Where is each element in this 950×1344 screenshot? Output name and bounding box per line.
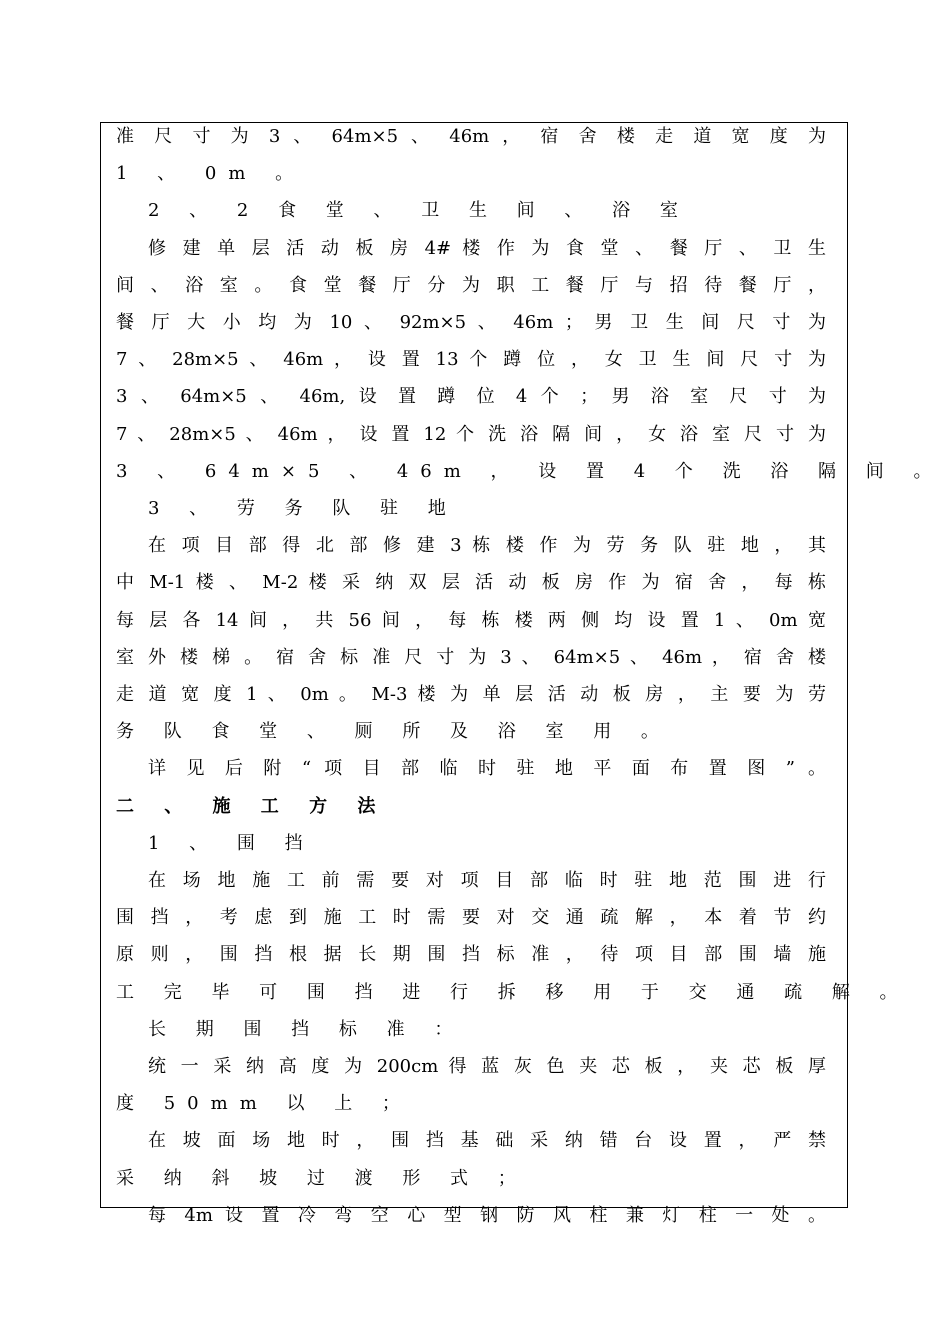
text-line: 3 、 64m×5 、 46m, 设 置 蹲 位 4 个 ； 男 浴 室 尺 寸 为	[116, 386, 826, 408]
text-line: 1 、 0m 。	[116, 163, 306, 185]
text-line: 中 M-1 楼 、 M-2 楼 采 纳 双 层 活 动 板 房 作 为 宿 舍 ， 每 栋	[116, 572, 826, 594]
text-line: 室 外 楼 梯 。 宿 舍 标 准 尺 寸 为 3 、 64m×5 、 46m ， 宿 舍 楼	[116, 646, 826, 668]
text-line: 修 建 单 层 活 动 板 房 4# 楼 作 为 食 堂 、 餐 厅 、 卫 生	[148, 237, 826, 259]
text-line: 度 50mm 以 上 ；	[116, 1093, 412, 1115]
text-line: 准 尺 寸 为 3 、 64m×5 、 46m ， 宿 舍 楼 走 道 宽 度 为	[116, 126, 826, 147]
text-line: 务 队 食 堂 、 厕 所 及 浴 室 用 。	[116, 721, 671, 743]
text-line: 每 4m 设 置 冷 弯 空 心 型 钢 防 风 柱 兼 灯 柱 一 处 。	[148, 1204, 826, 1226]
text-line: 在 坡 面 场 地 时 ， 围 挡 基 础 采 纳 错 台 设 置 ， 严 禁	[148, 1130, 826, 1152]
section-heading: 二 、 施 工 方 法	[116, 795, 388, 817]
text-line: 3 、 劳 务 队 驻 地	[148, 498, 458, 519]
text-line: 3 、 64m×5 、 46m ， 设 置 4 个 洗 浴 隔 间 。	[116, 460, 944, 482]
text-line: 详 见 后 附 “ 项 目 部 临 时 驻 地 平 面 布 置 图 ” 。	[148, 758, 826, 780]
text-line: 工 完 毕 可 围 挡 进 行 拆 移 用 于 交 通 疏 解 。	[116, 981, 910, 1003]
text-line: 长 期 围 挡 标 准 ：	[148, 1018, 465, 1040]
text-line: 1 、 围 挡	[148, 832, 315, 854]
text-line: 7 、 28m×5 、 46m ， 设 置 13 个 蹲 位 ， 女 卫 生 间 尺 寸 为	[116, 349, 826, 371]
text-line: 采 纳 斜 坡 过 渡 形 式 ；	[116, 1167, 528, 1189]
text-line: 原 则 ， 围 挡 根 据 长 期 围 挡 标 准 ， 待 项 目 部 围 墙 施	[116, 944, 826, 966]
text-line: 2 、 2 食 堂 、 卫 生 间 、 浴 室	[148, 200, 690, 222]
text-line: 围 挡 ， 考 虑 到 施 工 时 需 要 对 交 通 疏 解 ， 本 着 节 约	[116, 907, 826, 929]
text-line: 走 道 宽 度 1 、 0m 。 M-3 楼 为 单 层 活 动 板 房 ， 主 要 为 劳	[116, 684, 826, 705]
text-line: 每 层 各 14 间 ， 共 56 间 ， 每 栋 楼 两 侧 均 设 置 1 、 0m 宽	[116, 609, 826, 631]
text-line: 餐 厅 大 小 均 为 10 、 92m×5 、 46m ； 男 卫 生 间 尺 寸 为	[116, 312, 826, 333]
text-line: 7 、 28m×5 、 46m ， 设 置 12 个 洗 浴 隔 间 ， 女 浴 室 尺 寸 为	[116, 423, 826, 445]
text-line: 间 、 浴 室 。 食 堂 餐 厅 分 为 职 工 餐 厅 与 招 待 餐 厅 ，	[116, 274, 826, 296]
text-line: 统 一 采 纳 高 度 为 200cm 得 蓝 灰 色 夹 芯 板 ， 夹 芯 板 厚	[148, 1056, 826, 1077]
text-line: 在 场 地 施 工 前 需 要 对 项 目 部 临 时 驻 地 范 围 进 行	[148, 870, 826, 891]
text-line: 在 项 目 部 得 北 部 修 建 3 栋 楼 作 为 劳 务 队 驻 地 ， 其	[148, 535, 826, 557]
